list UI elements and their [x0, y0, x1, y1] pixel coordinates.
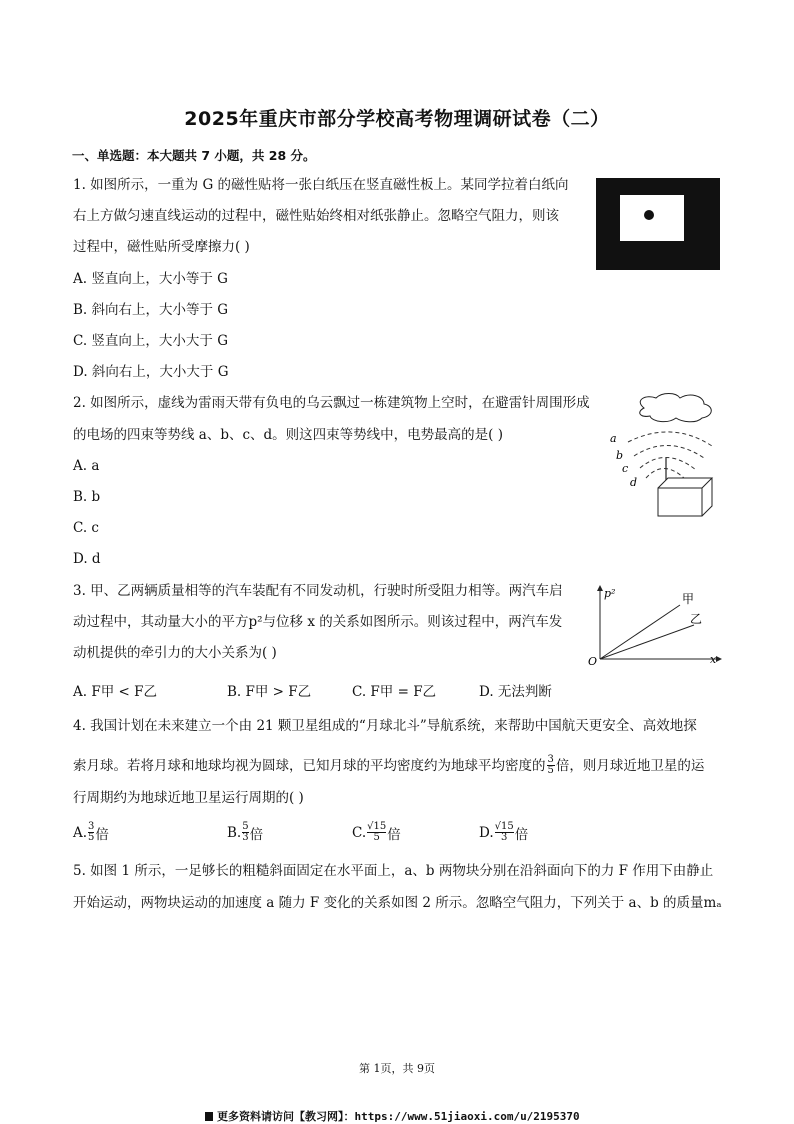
series-jia-label: 甲	[682, 592, 695, 606]
q2-option-a[interactable]: A. a	[73, 458, 100, 474]
flag-icon	[205, 1112, 213, 1121]
q2-option-c[interactable]: C. c	[73, 520, 99, 536]
q1-option-c[interactable]: C. 竖直向上，大小大于 G	[73, 333, 229, 349]
q3-stem-line-1: 3. 甲、乙两辆质量相等的汽车装配有不同发动机，行驶时所受阻力相等。两汽车启	[73, 583, 563, 599]
line-jia	[600, 605, 680, 659]
q4-option-c[interactable]: C. √15 5 倍	[352, 821, 401, 843]
magnet-dot	[644, 210, 654, 220]
q2-option-b[interactable]: B. b	[73, 489, 101, 505]
q1-stem-line-1: 1. 如图所示，一重为 G 的磁性贴将一张白纸压在竖直磁性板上。某同学拉着白纸向	[73, 177, 569, 193]
q3-option-c[interactable]: C. F甲 = F乙	[352, 684, 437, 700]
series-yi-label: 乙	[690, 612, 703, 626]
x-axis-arrow	[716, 656, 722, 662]
q4-stem-line-2-a: 索月球。若将月球和地球均视为圆球，已知月球的平均密度约为地球平均密度的	[73, 757, 546, 774]
label-d: d	[630, 476, 638, 489]
q4-option-a[interactable]: A. 3 5 倍	[73, 821, 109, 843]
origin-label: O	[588, 655, 598, 668]
q3-p2-x-graph	[586, 583, 722, 669]
q4-stem-line-3: 行周期约为地球近地卫星运行周期的( )	[73, 790, 304, 806]
page-title: 2025年重庆市部分学校高考物理调研试卷（二）	[184, 108, 610, 130]
q4-option-d[interactable]: D. √15 3 倍	[479, 821, 529, 843]
section-heading: 一、单选题：本大题共 7 小题，共 28 分。	[72, 148, 316, 163]
q1-stem-line-2: 右上方做匀速直线运动的过程中，磁性贴始终相对纸张静止。忽略空气阻力，则该	[73, 208, 559, 224]
q2-stem-line-1: 2. 如图所示，虚线为雷雨天带有负电的乌云飘过一栋建筑物上空时，在避雷针周围形成	[73, 395, 590, 411]
q1-option-a[interactable]: A. 竖直向上，大小等于 G	[73, 271, 228, 287]
q5-stem-line-2: 开始运动，两物块运动的加速度 a 随力 F 变化的关系如图 2 所示。忽略空气阻力，下列关于 a、b 的质量mₐ	[73, 895, 722, 911]
q4-stem-line-2-b: 倍，则月球近地卫星的运	[555, 757, 705, 774]
line-yi	[600, 625, 694, 659]
label-a: a	[610, 432, 617, 445]
building	[658, 478, 712, 516]
q4-stem-line-1: 4. 我国计划在未来建立一个由 21 颗卫星组成的“月球北斗”导航系统，来帮助中国航天更安全、高效地探	[73, 718, 697, 734]
q1-magnet-figure	[596, 178, 720, 270]
q2-option-d[interactable]: D. d	[73, 551, 101, 567]
q2-stem-line-2: 的电场的四束等势线 a、b、c、d。则这四束等势线中，电势最高的是( )	[73, 427, 504, 443]
q4-option-b[interactable]: B. 5 3 倍	[227, 821, 264, 843]
q2-cloud-field-figure	[604, 390, 722, 520]
label-b: b	[616, 449, 624, 462]
banner-text: 更多资料请访问【教习网】：https://www.51jiaoxi.com/u/2195370	[217, 1110, 580, 1123]
y-axis-label: p²	[604, 587, 616, 600]
equipotential-c	[640, 457, 696, 470]
q3-option-b[interactable]: B. F甲 > F乙	[227, 684, 312, 700]
equipotential-a	[628, 432, 712, 446]
fraction-numerator: 3	[547, 754, 554, 765]
q1-option-b[interactable]: B. 斜向右上，大小等于 G	[73, 302, 229, 318]
x-axis-label: x	[710, 653, 717, 666]
q3-stem-line-2: 动过程中，其动量大小的平方p²与位移 x 的关系如图所示。则该过程中，两汽车发	[73, 614, 563, 630]
q3-option-d[interactable]: D. 无法判断	[479, 684, 552, 700]
q1-option-d[interactable]: D. 斜向右上，大小大于 G	[73, 364, 229, 380]
source-banner[interactable]	[205, 1108, 580, 1124]
page-footer: 第 1页，共 9页	[359, 1062, 435, 1075]
q4-density-fraction	[547, 755, 555, 776]
q3-stem-line-3: 动机提供的牵引力的大小关系为( )	[73, 645, 277, 661]
q4-stem-line-2	[73, 755, 704, 776]
y-axis-arrow	[597, 585, 603, 591]
q1-stem-line-3: 过程中，磁性贴所受摩擦力( )	[73, 239, 250, 255]
q5-stem-line-1: 5. 如图 1 所示，一足够长的粗糙斜面固定在水平面上，a、b 两物块分别在沿斜面向下的力 F 作用下由静止	[73, 863, 714, 879]
q3-option-a[interactable]: A. F甲 < F乙	[73, 684, 157, 700]
cloud	[640, 394, 712, 422]
fraction-denominator: 5	[547, 765, 554, 776]
equipotential-b	[634, 445, 704, 458]
label-c: c	[622, 462, 629, 475]
